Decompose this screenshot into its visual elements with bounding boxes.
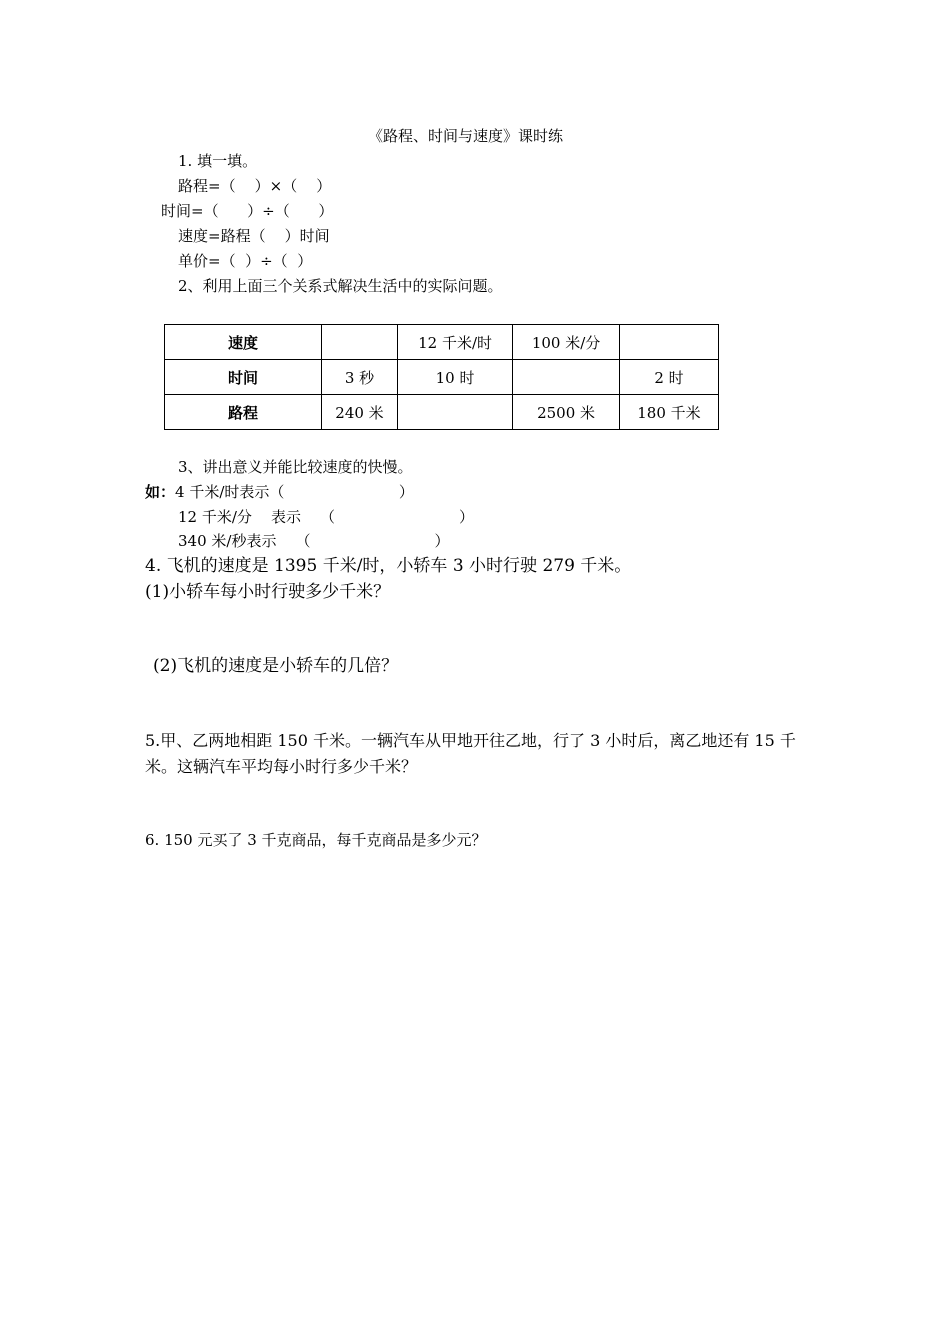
table-cell: 100 米/分: [513, 325, 620, 360]
table-row: [165, 395, 719, 430]
formula-speed: 速度=路程（ ）时间: [178, 227, 330, 245]
example-1-text: 4 千米/时表示（ ）: [175, 483, 414, 501]
table-cell: 3 秒: [322, 360, 398, 395]
table-cell: 2500 米: [513, 395, 620, 430]
q4-stem: 4. 飞机的速度是 1395 千米/时，小轿车 3 小时行驶 279 千米。: [145, 556, 632, 576]
formula-distance: 路程=（ ）×（ ）: [178, 177, 332, 195]
q6-text: 6. 150 元买了 3 千克商品，每千克商品是多少元？: [145, 831, 487, 849]
q3-example-1: [145, 485, 414, 500]
row-header: 速度: [165, 325, 322, 360]
page-title: 《路程、时间与速度》课时练: [368, 127, 564, 145]
q5-line2: 米。这辆汽车平均每小时行多少千米？: [145, 757, 418, 776]
formula-time: 时间=（ ）÷（ ）: [161, 202, 334, 220]
q1-label: 1. 填一填。: [178, 152, 258, 170]
q4-sub1: (1)小轿车每小时行驶多少千米？: [145, 582, 391, 602]
table-cell: 2 时: [619, 360, 718, 395]
table-cell: 10 时: [397, 360, 512, 395]
table-cell: [513, 360, 620, 395]
table-row: [165, 360, 719, 395]
q3-label: 3、讲出意义并能比较速度的快慢。: [178, 458, 413, 476]
table-cell: [322, 325, 398, 360]
q2-label: 2、利用上面三个关系式解决生活中的实际问题。: [178, 277, 503, 295]
example-prefix: 如：: [145, 483, 176, 501]
formula-unit-price: 单价=（ ）÷（ ）: [178, 252, 313, 270]
q4-sub2: (2)飞机的速度是小轿车的几倍？: [153, 656, 399, 676]
table-cell: [619, 325, 718, 360]
table-cell: 12 千米/时: [397, 325, 512, 360]
speed-time-distance-table: [164, 324, 719, 430]
q5-line1: 5.甲、乙两地相距 150 千米。一辆汽车从甲地开往乙地，行了 3 小时后，离乙地还有 15 千: [145, 731, 796, 750]
table-cell: 180 千米: [619, 395, 718, 430]
q3-example-2: 12 千米/分 表示 （ ）: [178, 508, 475, 526]
row-header: 路程: [165, 395, 322, 430]
row-header: 时间: [165, 360, 322, 395]
table-cell: [397, 395, 512, 430]
q3-example-3: 340 米/秒表示 （ ）: [178, 532, 450, 550]
table-row: [165, 325, 719, 360]
table-cell: 240 米: [322, 395, 398, 430]
